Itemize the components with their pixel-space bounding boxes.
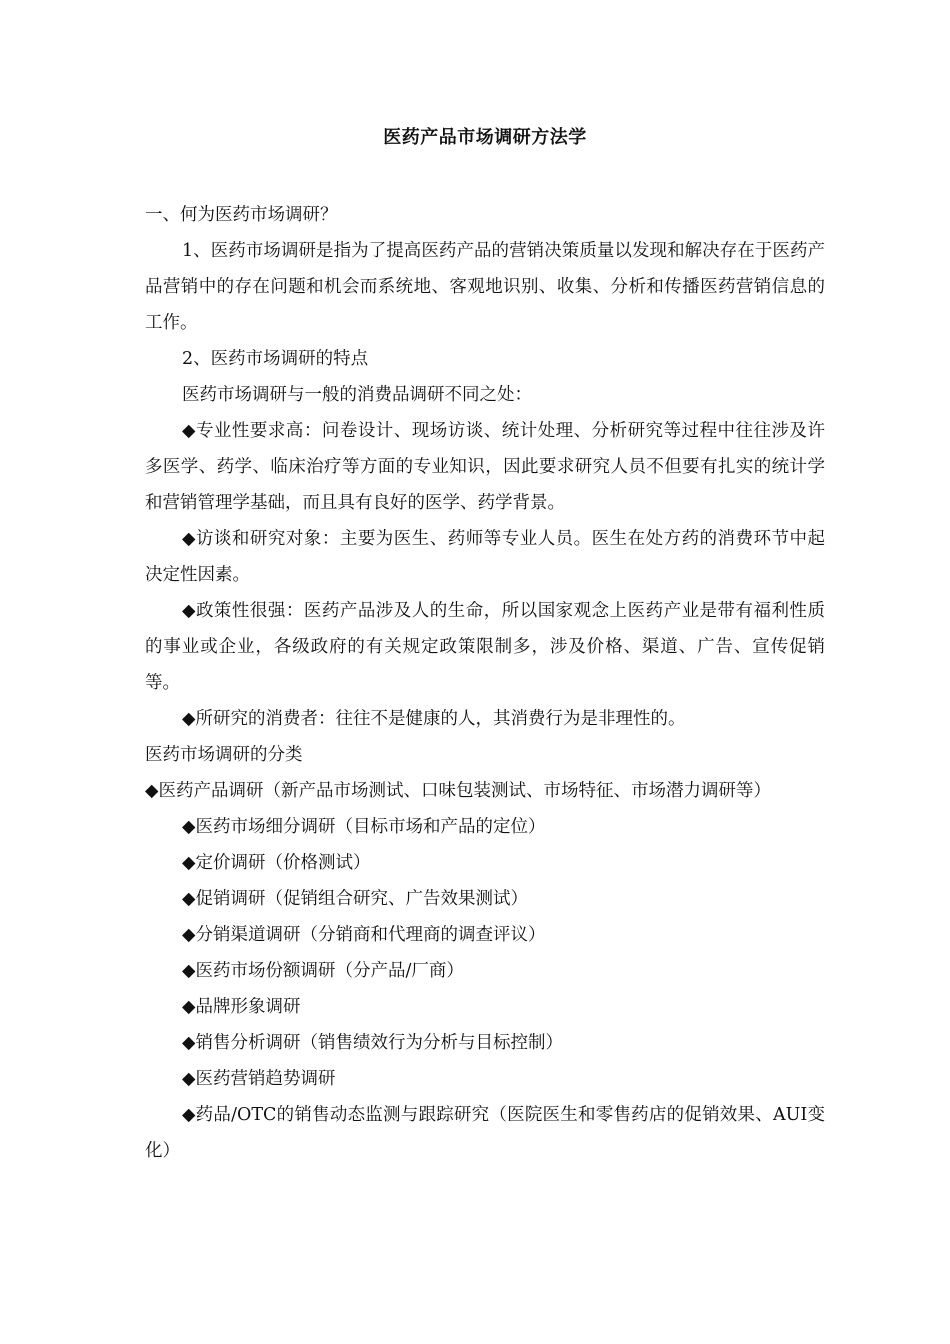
feature-item-consumer: ◆所研究的消费者：往往不是健康的人，其消费行为是非理性的。 bbox=[182, 709, 686, 729]
document-body bbox=[145, 197, 825, 1169]
feature-item-interview: ◆访谈和研究对象：主要为医生、药师等专业人员。医生在处方药的消费环节中起决定性因素。 bbox=[145, 529, 825, 585]
classification-item-pricing: ◆定价调研（价格测试） bbox=[182, 853, 371, 873]
features-heading: 2、医药市场调研的特点 bbox=[182, 349, 369, 369]
classification-item-market-share: ◆医药市场份额调研（分产品/厂商） bbox=[182, 961, 464, 981]
feature-item-professional: ◆专业性要求高：问卷设计、现场访谈、统计处理、分析研究等过程中往往涉及许多医学、药学、临床治疗等方面的专业知识，因此要求研究人员不但要有扎实的统计学和营销管理学基础，而且具有良好的医学、药学背景。 bbox=[145, 421, 825, 513]
definition-paragraph: 1、医药市场调研是指为了提高医药产品的营销决策质量以发现和解决存在于医药产品营销中的存在问题和机会而系统地、客观地识别、收集、分析和传播医药营销信息的工作。 bbox=[145, 241, 825, 333]
classification-item-segmentation: ◆医药市场细分调研（目标市场和产品的定位） bbox=[182, 817, 546, 837]
classification-item-marketing-trend: ◆医药营销趋势调研 bbox=[182, 1069, 336, 1089]
section-heading-what-is: 一、何为医药市场调研？ bbox=[145, 205, 338, 225]
classification-item-otc-monitoring: ◆药品/OTC的销售动态监测与跟踪研究（医院医生和零售药店的促销效果、AUI变化） bbox=[145, 1105, 825, 1161]
features-intro: 医药市场调研与一般的消费品调研不同之处： bbox=[182, 385, 532, 405]
classification-item-product: ◆医药产品调研（新产品市场测试、口味包装测试、市场特征、市场潜力调研等） bbox=[145, 781, 771, 801]
document-title: 医药产品市场调研方法学 bbox=[383, 127, 587, 148]
classification-heading: 医药市场调研的分类 bbox=[145, 745, 303, 765]
classification-item-brand-image: ◆品牌形象调研 bbox=[182, 997, 301, 1017]
classification-item-promotion: ◆促销调研（促销组合研究、广告效果测试） bbox=[182, 889, 528, 909]
classification-item-sales-analysis: ◆销售分析调研（销售绩效行为分析与目标控制） bbox=[182, 1033, 563, 1053]
feature-item-policy: ◆政策性很强：医药产品涉及人的生命，所以国家观念上医药产业是带有福利性质的事业或企业，各级政府的有关规定政策限制多，涉及价格、渠道、广告、宣传促销等。 bbox=[145, 601, 825, 693]
classification-item-distribution: ◆分销渠道调研（分销商和代理商的调查评议） bbox=[182, 925, 546, 945]
